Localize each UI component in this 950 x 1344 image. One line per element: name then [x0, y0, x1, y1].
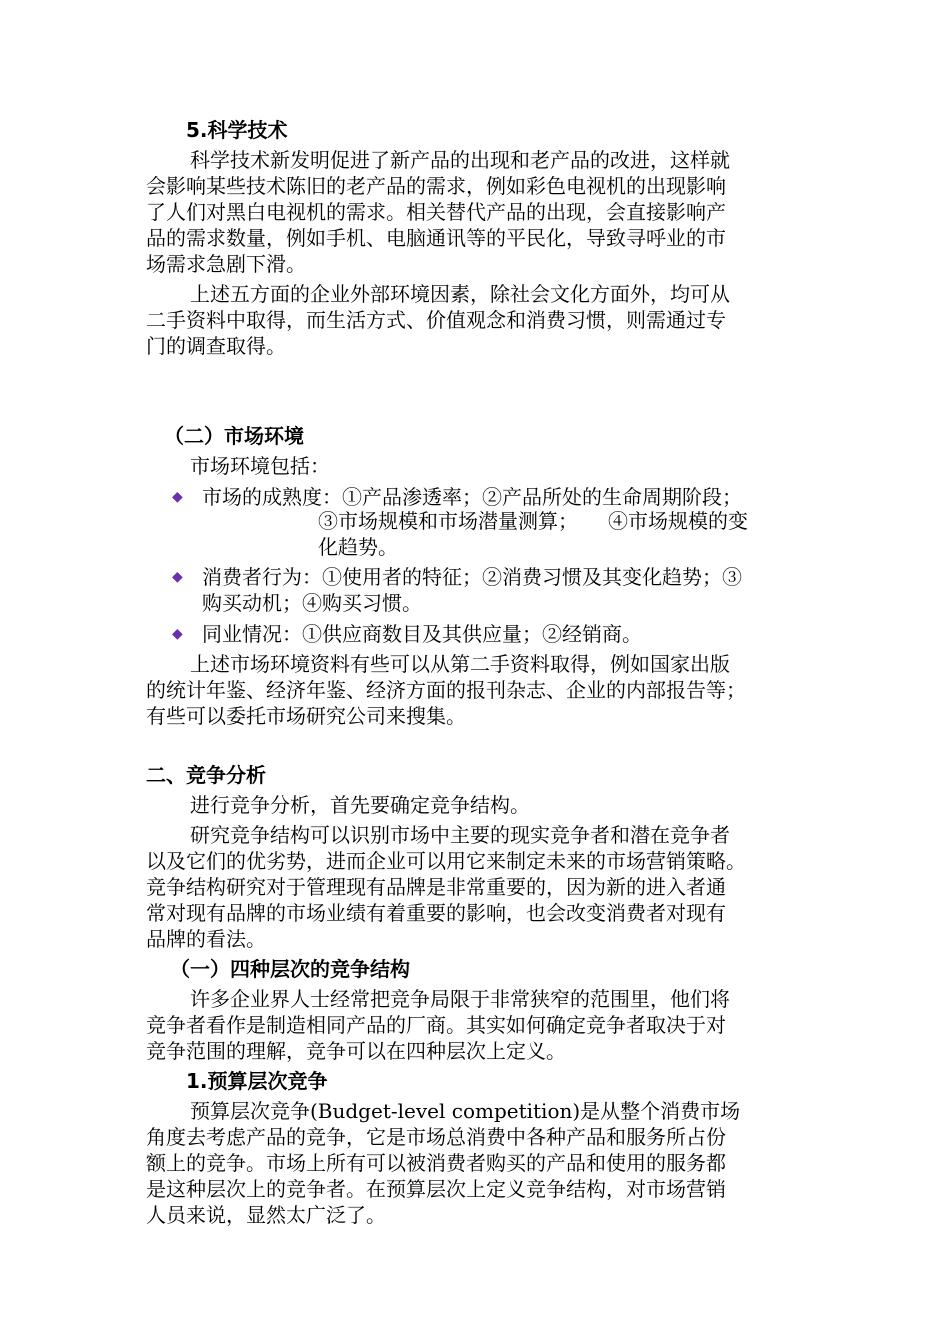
paragraph-line: 市场环境包括：	[190, 454, 330, 478]
paragraph-line: 竞争者看作是制造相同产品的厂商。其实如何确定竞争者取决于对	[146, 1013, 726, 1037]
paragraph-line: 上述五方面的企业外部环境因素，除社会文化方面外，均可从	[190, 282, 730, 306]
paragraph-line: 许多企业界人士经常把竞争局限于非常狭窄的范围里，他们将	[190, 987, 730, 1011]
paragraph-line: 预算层次竞争(Budget-level competition)是从整个消费市场	[190, 1099, 741, 1123]
diamond-icon: ◆	[172, 569, 183, 585]
paragraph-line: 了人们对黑白电视机的需求。相关替代产品的出现，会直接影响产	[146, 200, 726, 224]
paragraph-line: 的统计年鉴、经济年鉴、经济方面的报刊杂志、企业的内部报告等；	[146, 678, 746, 702]
paragraph-line: 研究竞争结构可以识别市场中主要的现实竞争者和潜在竞争者	[190, 823, 730, 847]
paragraph-line: 人员来说，显然太广泛了。	[146, 1203, 386, 1227]
section-heading-science-tech: 5.科学技术	[186, 118, 288, 142]
paragraph-line: 场需求急剧下滑。	[146, 252, 306, 276]
paragraph-line: 有些可以委托市场研究公司来搜集。	[146, 704, 466, 728]
paragraph-line: 品牌的看法。	[146, 927, 266, 951]
bullet-item-line: 市场的成熟度：①产品渗透率；②产品所处的生命周期阶段；	[202, 485, 742, 509]
paragraph-line: 门的调查取得。	[146, 334, 286, 358]
paragraph-line: 以及它们的优劣势，进而企业可以用它来制定未来的市场营销策略。	[146, 849, 746, 873]
bullet-item-line: ③市场规模和市场潜量测算； ④市场规模的变	[318, 509, 748, 533]
section-heading-four-levels: （一）四种层次的竞争结构	[170, 957, 410, 981]
paragraph-line: 竞争范围的理解，竞争可以在四种层次上定义。	[146, 1039, 566, 1063]
paragraph-line: 进行竞争分析，首先要确定竞争结构。	[190, 793, 530, 817]
diamond-icon: ◆	[172, 626, 183, 642]
bullet-item-line: 化趋势。	[318, 535, 398, 559]
bullet-item-line: 购买动机；④购买习惯。	[202, 591, 422, 615]
section-heading-market-environment: （二）市场环境	[164, 424, 304, 448]
paragraph-line: 上述市场环境资料有些可以从第二手资料取得，例如国家出版	[190, 652, 730, 676]
bullet-item-line: 消费者行为：①使用者的特征；②消费习惯及其变化趋势；③	[202, 565, 742, 589]
section-heading-competition-analysis: 二、竞争分析	[146, 763, 266, 787]
paragraph-line: 会影响某些技术陈旧的老产品的需求，例如彩色电视机的出现影响	[146, 174, 726, 198]
bullet-item-line: 同业情况：①供应商数目及其供应量；②经销商。	[202, 622, 642, 646]
paragraph-line: 角度去考虑产品的竞争，它是市场总消费中各种产品和服务所占份	[146, 1125, 726, 1149]
paragraph-line: 品的需求数量，例如手机、电脑通讯等的平民化，导致寻呼业的市	[146, 226, 726, 250]
paragraph-line: 额上的竞争。市场上所有可以被消费者购买的产品和使用的服务都	[146, 1151, 726, 1175]
paragraph-line: 二手资料中取得，而生活方式、价值观念和消费习惯，则需通过专	[146, 308, 726, 332]
paragraph-line: 竞争结构研究对于管理现有品牌是非常重要的，因为新的进入者通	[146, 875, 726, 899]
section-heading-budget-level: 1.预算层次竞争	[186, 1069, 328, 1093]
paragraph-line: 是这种层次上的竞争者。在预算层次上定义竞争结构，对市场营销	[146, 1177, 726, 1201]
diamond-icon: ◆	[172, 489, 183, 505]
paragraph-line: 科学技术新发明促进了新产品的出现和老产品的改进，这样就	[190, 148, 730, 172]
paragraph-line: 常对现有品牌的市场业绩有着重要的影响，也会改变消费者对现有	[146, 901, 726, 925]
